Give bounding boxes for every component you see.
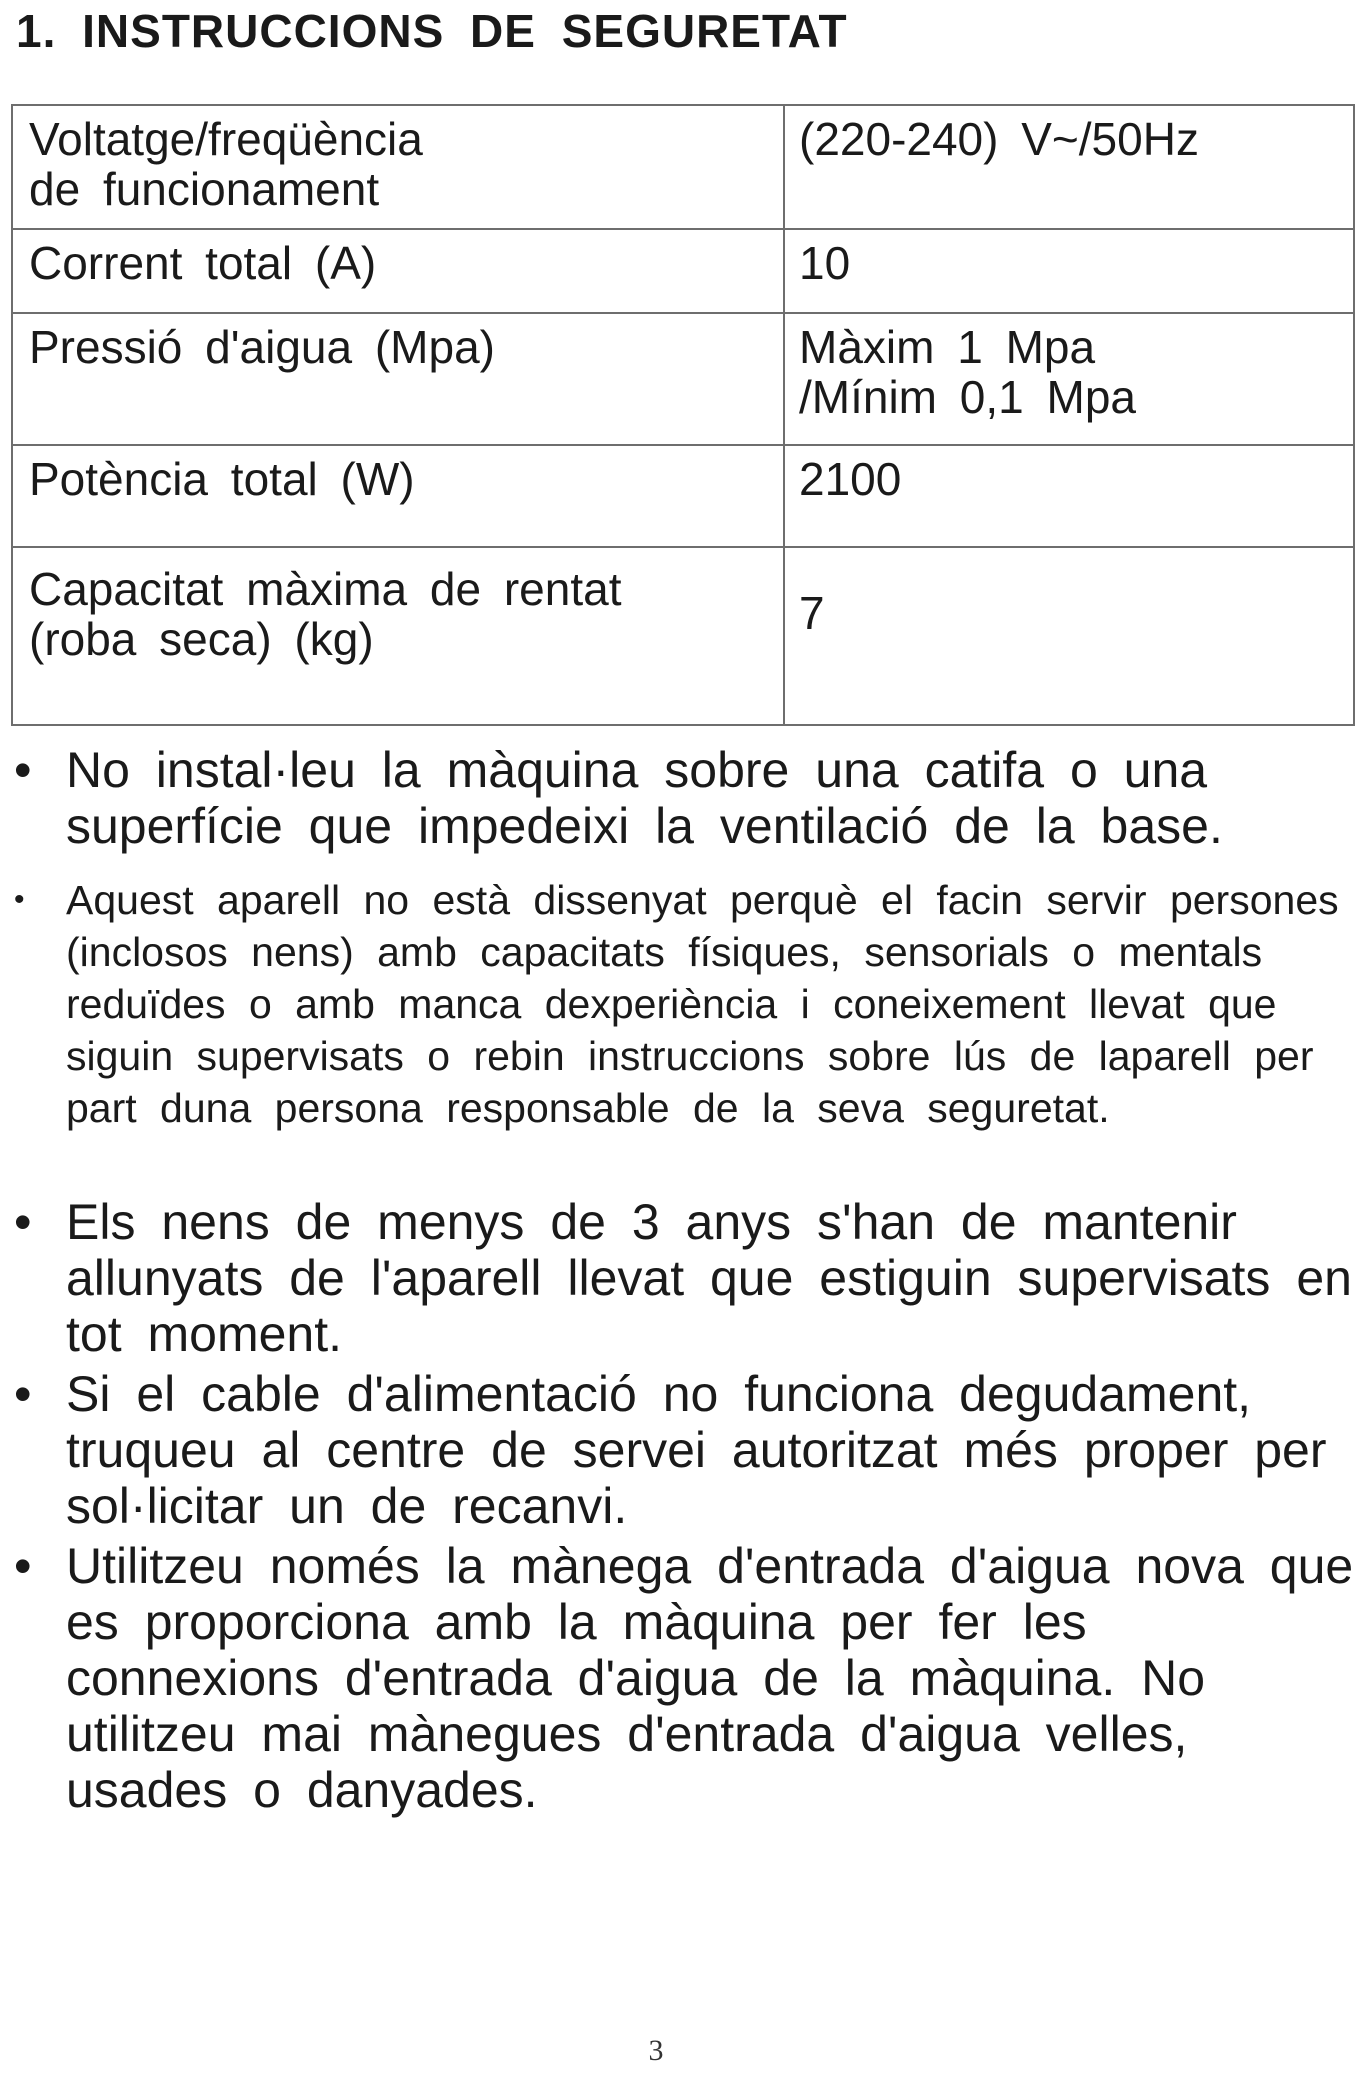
spec-label: Corrent total (A) bbox=[12, 229, 784, 313]
spec-value: 10 bbox=[784, 229, 1354, 313]
list-item bbox=[10, 742, 1355, 854]
bullet-icon: • bbox=[14, 742, 32, 798]
spec-value: 2100 bbox=[784, 445, 1354, 547]
list-item-text: Els nens de menys de 3 anys s'han de mantenir allunyats de l'aparell llevat que estiguin supervisats en tot moment. bbox=[66, 1194, 1352, 1362]
spec-label: Voltatge/freqüència de funcionament bbox=[12, 105, 784, 229]
spec-row-power bbox=[12, 445, 1354, 547]
list-item-text: No instal·leu la màquina sobre una catifa o una superfície que impedeixi la ventilació de la base. bbox=[66, 742, 1223, 854]
list-item-text: Aquest aparell no està dissenyat perquè el facin servir persones (inclosos nens) amb capacitats físiques, sensorials o mentals reduïdes o amb manca dexperiència i coneixement llevat que siguin supervisats o rebin instruccions sobre lús de laparell per part duna persona responsable de la seva seguretat. bbox=[66, 877, 1339, 1131]
spec-row-capacity bbox=[12, 547, 1354, 725]
spec-row-water-pressure bbox=[12, 313, 1354, 445]
spec-value: (220-240) V~/50Hz bbox=[784, 105, 1354, 229]
list-item bbox=[10, 1538, 1355, 1818]
bullet-icon: • bbox=[14, 1194, 32, 1250]
list-item bbox=[10, 1194, 1355, 1362]
safety-instructions-list bbox=[10, 742, 1355, 1818]
list-item-text: Utilitzeu només la mànega d'entrada d'aigua nova que es proporciona amb la màquina per fer les connexions d'entrada d'aigua de la màquina. No utilitzeu mai mànegues d'entrada d'aigua velles, usades o danyades. bbox=[66, 1538, 1354, 1818]
section-title: 1. INSTRUCCIONS DE SEGURETAT bbox=[16, 5, 848, 57]
spec-row-voltage bbox=[12, 105, 1354, 229]
spec-value: Màxim 1 Mpa /Mínim 0,1 Mpa bbox=[784, 313, 1354, 445]
bullet-icon: • bbox=[14, 1538, 32, 1594]
spec-row-current bbox=[12, 229, 1354, 313]
spec-label: Potència total (W) bbox=[12, 445, 784, 547]
list-item-text: Si el cable d'alimentació no funciona degudament, truqueu al centre de servei autoritzat més proper per sol·licitar un de recanvi. bbox=[66, 1366, 1327, 1534]
spec-label: Capacitat màxima de rentat (roba seca) (kg) bbox=[12, 547, 784, 725]
bullet-icon: • bbox=[14, 883, 25, 916]
spec-label: Pressió d'aigua (Mpa) bbox=[12, 313, 784, 445]
page-number: 3 bbox=[648, 2034, 664, 2067]
list-item bbox=[10, 1366, 1355, 1534]
list-item bbox=[10, 874, 1355, 1134]
bullet-icon: • bbox=[14, 1366, 32, 1422]
spec-value: 7 bbox=[784, 547, 1354, 725]
specifications-table bbox=[11, 104, 1355, 726]
